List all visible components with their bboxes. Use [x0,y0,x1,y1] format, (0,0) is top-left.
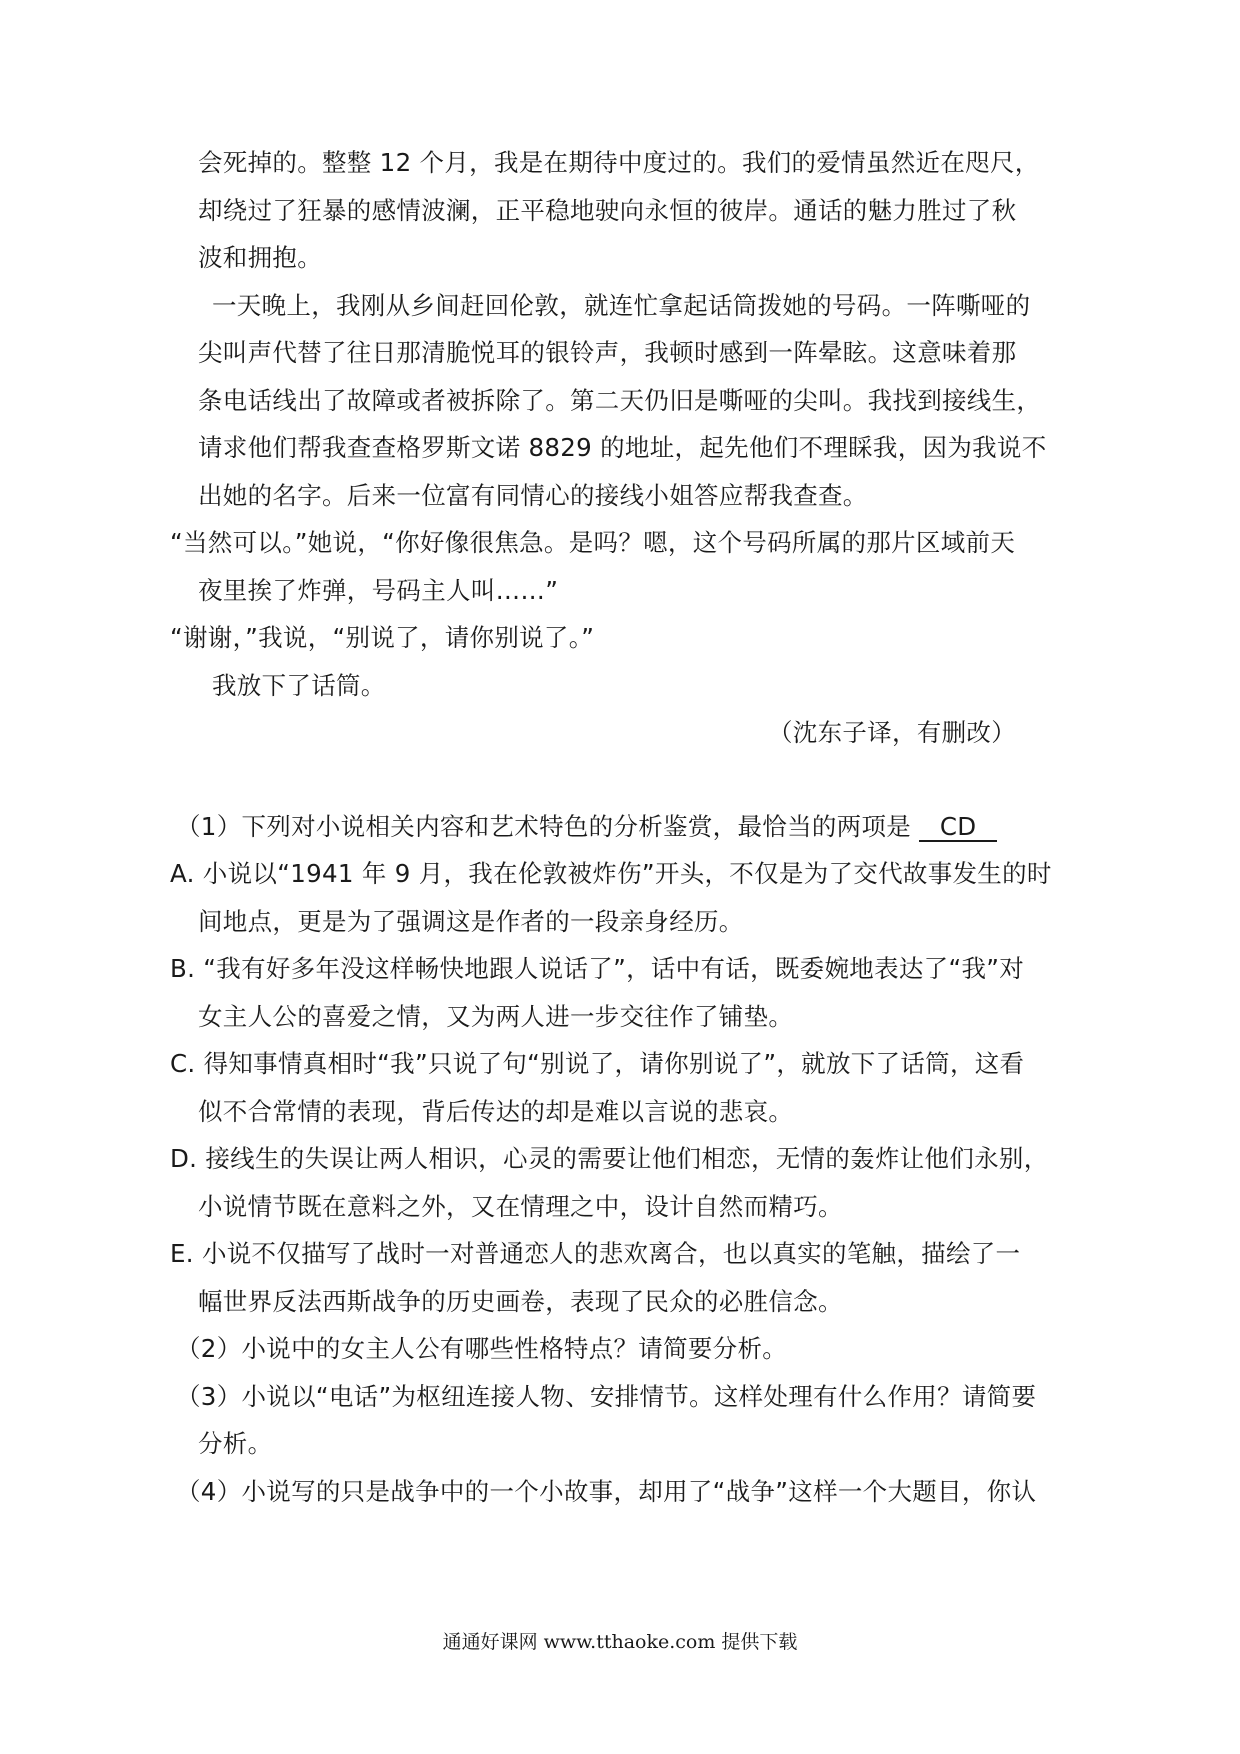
passage-line: 波和拥抱。 [198,243,322,272]
option-line: A. 小说以“1941 年 9 月，我在伦敦被炸伤”开头，不仅是为了交代故事发生的时 [170,859,1052,888]
option-line: C. 得知事情真相时“我”只说了句“别说了，请你别说了”，就放下了话筒，这看 [170,1049,1025,1078]
passage-line: 尖叫声代替了往日那清脆悦耳的银铃声，我顿时感到一阵晕眩。这意味着那 [198,338,1017,367]
option-line: B. “我有好多年没这样畅快地跟人说话了”，话中有话，既委婉地表达了“我”对 [170,954,1025,983]
question-3-line: （3）小说以“电话”为枢纽连接人物、安排情节。这样处理有什么作用？请简要 [176,1382,1037,1411]
page-footer: 通通好课网 www.tthaoke.com 提供下载 [442,1631,798,1653]
passage-line: 我放下了话筒。 [212,671,386,700]
question-2: （2）小说中的女主人公有哪些性格特点？请简要分析。 [176,1334,788,1363]
passage-line: 却绕过了狂暴的感情波澜，正平稳地驶向永恒的彼岸。通话的魅力胜过了秋 [198,196,1017,225]
passage-line: 一天晚上，我刚从乡间赶回伦敦，就连忙拿起话筒拨她的号码。一阵嘶哑的 [212,291,1031,320]
option-line: 间地点，更是为了强调这是作者的一段亲身经历。 [198,907,744,936]
option-line: 女主人公的喜爱之情，又为两人进一步交往作了铺垫。 [198,1002,794,1031]
option-line: 似不合常情的表现，背后传达的却是难以言说的悲哀。 [198,1097,794,1126]
passage-line: “谢谢，”我说，“别说了，请你别说了。” [170,623,595,652]
option-line: E. 小说不仅描写了战时一对普通恋人的悲欢离合，也以真实的笔触，描绘了一 [170,1239,1021,1268]
option-line: D. 接线生的失误让两人相识，心灵的需要让他们相恋，无情的轰炸让他们永别， [170,1144,1049,1173]
option-line: 幅世界反法西斯战争的历史画卷，表现了民众的必胜信念。 [198,1287,843,1316]
question-1-stem: （1）下列对小说相关内容和艺术特色的分析鉴赏，最恰当的两项是 [176,812,912,841]
option-line: 小说情节既在意料之外，又在情理之中，设计自然而精巧。 [198,1192,843,1221]
question-3-line: 分析。 [198,1429,273,1458]
passage-line: 请求他们帮我查查格罗斯文诺 8829 的地址，起先他们不理睬我，因为我说不 [198,433,1047,462]
passage-line: 出她的名字。后来一位富有同情心的接线小姐答应帮我查查。 [198,481,868,510]
passage-line: 会死掉的。整整 12 个月，我是在期待中度过的。我们的爱情虽然近在咫尺， [198,148,1040,177]
question-1-answer: CD [919,814,997,842]
passage-line: 夜里挨了炸弹，号码主人叫……” [198,576,559,605]
question-1 [176,810,997,844]
passage-line: “当然可以。”她说，“你好像很焦急。是吗？嗯，这个号码所属的那片区域前天 [170,528,1016,557]
source-note: （沈东子译，有删改） [768,718,1016,747]
question-4: （4）小说写的只是战争中的一个小故事，却用了“战争”这样一个大题目，你认 [176,1477,1037,1506]
passage-line: 条电话线出了故障或者被拆除了。第二天仍旧是嘶哑的尖叫。我找到接线生， [198,386,1042,415]
